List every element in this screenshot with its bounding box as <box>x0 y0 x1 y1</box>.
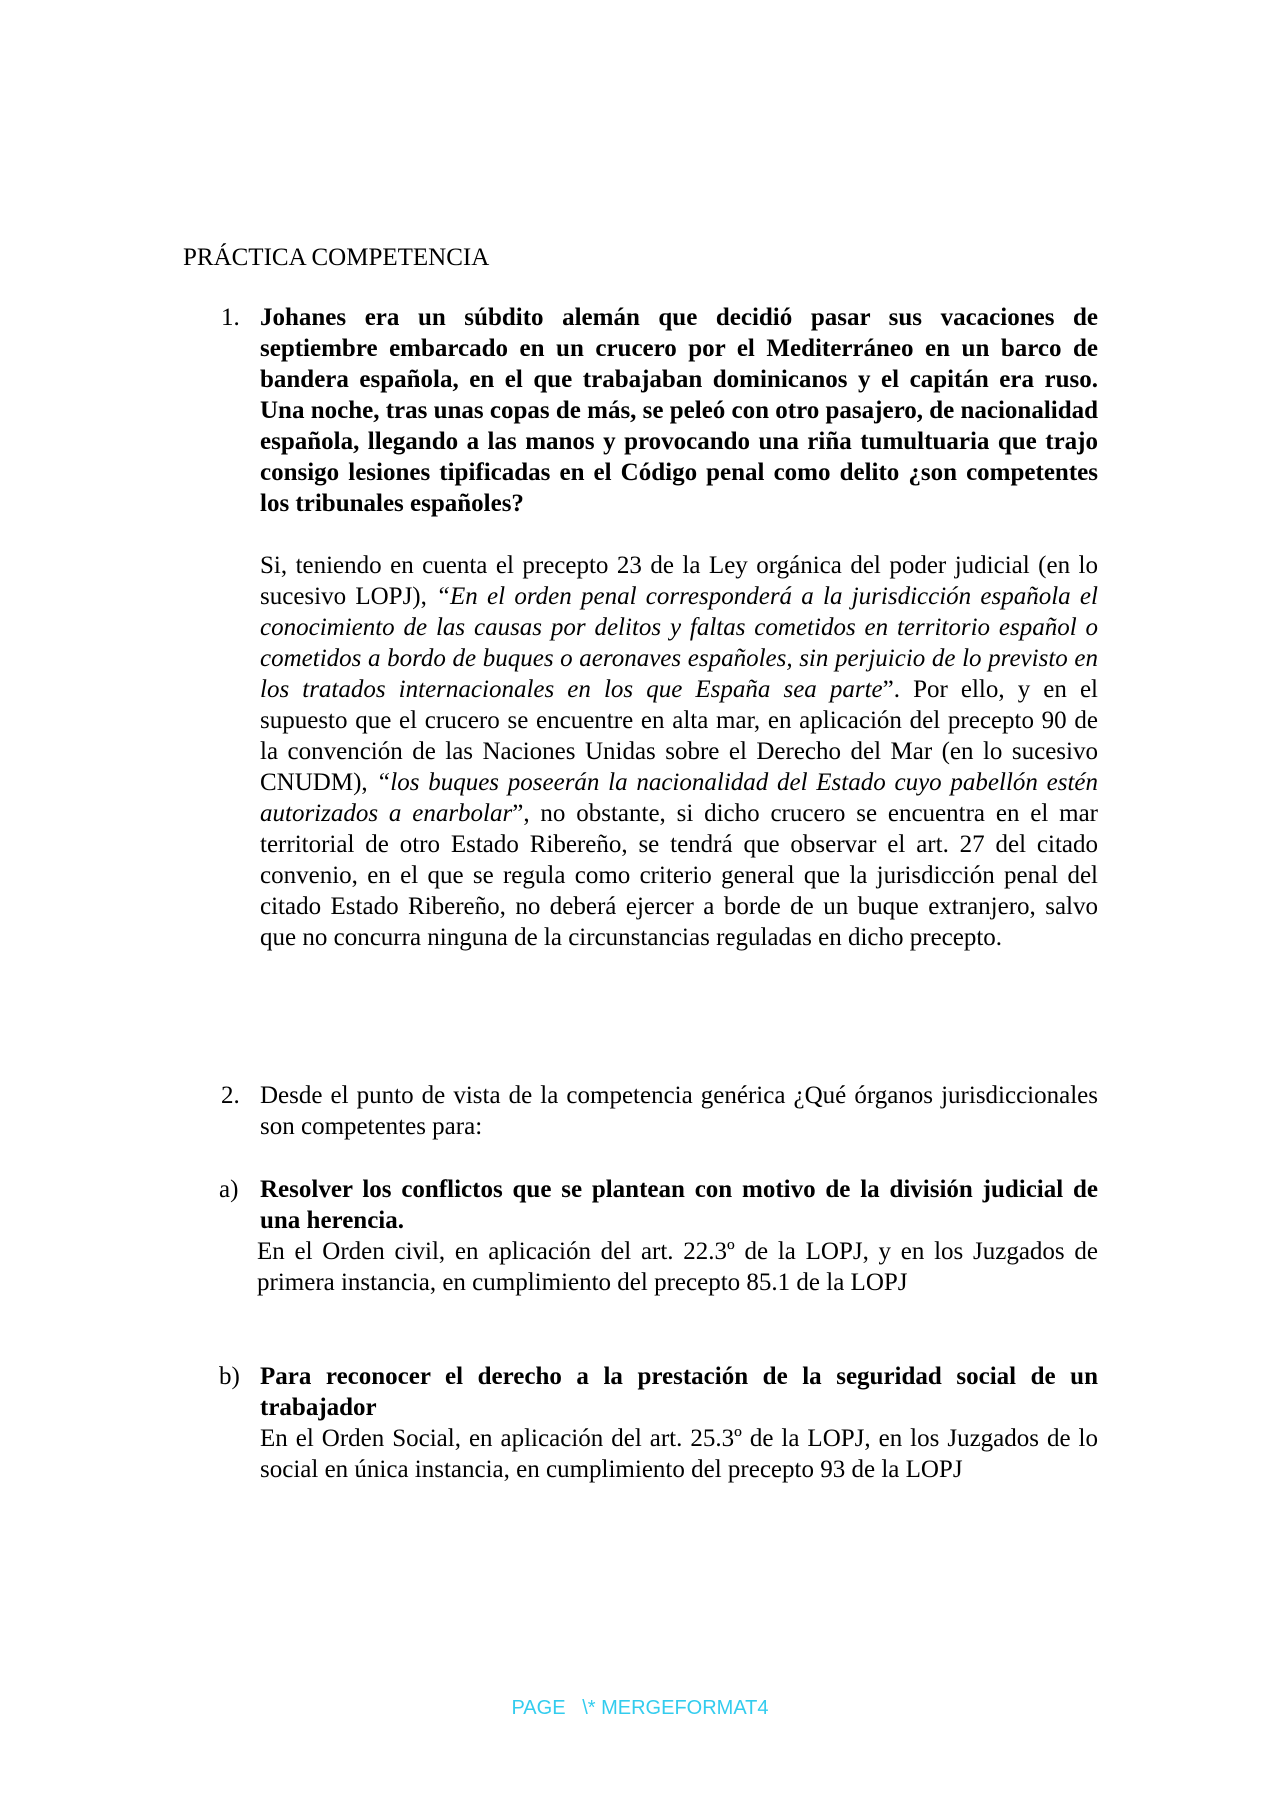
question-1-text: Johanes era un súbdito alemán que decidió pasar sus vacaciones de septiembre embarcado en un crucero por el Mediterráneo en un barco de bandera española, en el que trabajaban dominicanos y el capitán era ruso. Una noche, tras unas copas de más, se peleó con otro pasajero, de nacionalidad española, llegando a las manos y provocando una riña tumultuaria que trajo consigo lesiones tipificadas en el Código penal como delito ¿son competentes los tribunales españoles? <box>260 304 1099 517</box>
subquestion-a <box>183 1174 1098 1298</box>
question-2-text: Desde el punto de vista de la competencia genérica ¿Qué órganos jurisdiccionales son competentes para: <box>260 1082 1098 1140</box>
question-1 <box>183 302 1098 953</box>
answer-quote-cnudm: “los buques poseerán la nacionalidad del Estado cuyo pabellón estén autorizados a enarbolar <box>260 769 1098 827</box>
subquestion-b-text: Para reconocer el derecho a la prestación de la seguridad social de un trabajador <box>260 1363 1098 1421</box>
subquestion-b-body <box>260 1361 1098 1485</box>
subquestion-b-answer: En el Orden Social, en aplicación del art. 25.3º de la LOPJ, en los Juzgados de lo social en única instancia, en cumplimiento del precepto 93 de la LOPJ <box>260 1425 1098 1483</box>
list-marker: a) <box>219 1176 239 1203</box>
question-1-body <box>260 302 1098 953</box>
subquestion-a-text: Resolver los conflictos que se plantean con motivo de la división judicial de una herencia. <box>260 1176 1098 1234</box>
subquestion-a-body <box>257 1174 1098 1298</box>
list-marker: 1. <box>221 304 240 331</box>
subquestion-a-answer: En el Orden civil, en aplicación del art. 22.3º de la LOPJ, y en los Juzgados de primera instancia, en cumplimiento del precepto 85.1 de la LOPJ <box>257 1238 1098 1296</box>
question-1-answer <box>260 550 1098 953</box>
answer-text: ”, no obstante, si dicho crucero se encuentra en el mar territorial de otro Estado Ribereño, se tendrá que observar el art. 27 del citado convenio, en el que se regula como criterio general que la jurisdicción penal del citado Estado Ribereño, no deberá ejercer a borde de un buque extranjero, salvo que no concurra ninguna de la circunstancias reguladas en dicho precepto. <box>260 800 1098 951</box>
answer-text: ”. Por ello, y en el supuesto que el crucero se encuentre en alta mar, en aplicación del precepto 90 de la convención de las Naciones Unidas sobre el Derecho del Mar (en lo sucesivo CNUDM), <box>260 676 1098 796</box>
question-2 <box>183 1080 1098 1142</box>
answer-quote-lopj: “En el orden penal corresponderá a la jurisdicción española el conocimiento de las causas por delitos y faltas cometidos en territorio español o cometidos a bordo de buques o aeronaves españoles, sin perjuicio de lo previsto en los tratados internacionales en los que España sea parte <box>260 583 1098 703</box>
list-marker: b) <box>219 1363 240 1390</box>
list-marker: 2. <box>221 1082 240 1109</box>
page-footer-field: PAGE \* MERGEFORMAT4 <box>511 1697 769 1719</box>
answer-text: Si, teniendo en cuenta el precepto 23 de la Ley orgánica del poder judicial (en lo sucesivo LOPJ), <box>260 552 1098 610</box>
subquestion-b <box>183 1361 1098 1485</box>
page-title: PRÁCTICA COMPETENCIA <box>183 244 490 271</box>
